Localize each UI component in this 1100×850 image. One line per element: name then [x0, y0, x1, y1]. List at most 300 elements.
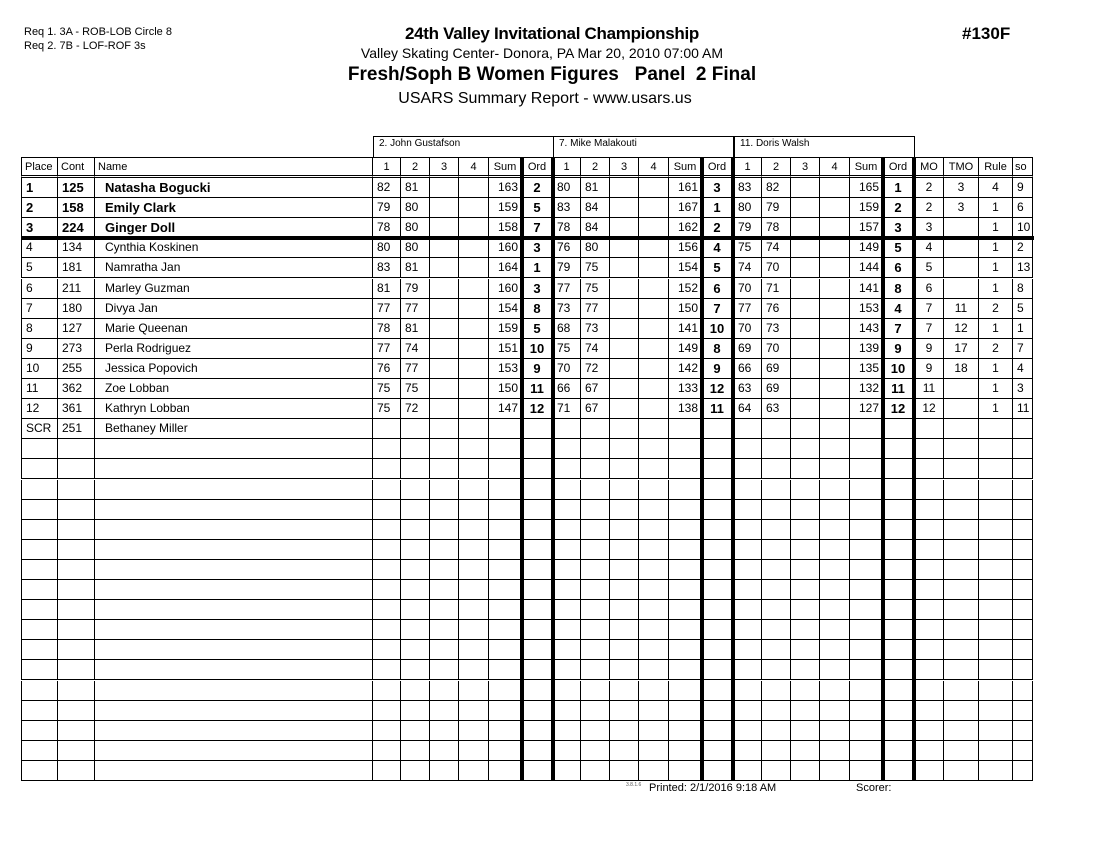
ordinal-cell: 10: [702, 319, 733, 339]
score-4-cell: [820, 439, 850, 459]
column-header-score-1: 1: [734, 157, 762, 178]
score-1-cell: [373, 459, 401, 479]
score-4-cell: [820, 299, 850, 319]
skater-name-cell: Namratha Jan: [95, 258, 373, 278]
score-3-cell: [610, 560, 639, 580]
score-2-cell: [762, 741, 791, 761]
sum-cell: [489, 721, 522, 741]
score-2-cell: 80: [401, 218, 430, 238]
ordinal-cell: 12: [702, 379, 733, 399]
sum-cell: [669, 419, 702, 439]
ordinal-cell: 5: [522, 198, 553, 218]
score-2-cell: [762, 500, 791, 520]
score-3-cell: [791, 339, 820, 359]
tmo-cell: 3: [944, 198, 979, 218]
rule-cell: [979, 741, 1013, 761]
mo-cell: 2: [915, 198, 944, 218]
mo-cell: 12: [915, 399, 944, 419]
score-2-cell: [762, 580, 791, 600]
score-3-cell: [791, 459, 820, 479]
place-cell: [21, 660, 58, 680]
tmo-cell: [944, 761, 979, 781]
score-2-cell: [581, 459, 610, 479]
score-1-cell: [734, 439, 762, 459]
skater-name-cell: Kathryn Lobban: [95, 399, 373, 419]
tmo-cell: [944, 620, 979, 640]
score-3-cell: [791, 439, 820, 459]
score-1-cell: [553, 560, 581, 580]
score-3-cell: [430, 218, 459, 238]
mo-cell: 9: [915, 339, 944, 359]
score-3-cell: [610, 238, 639, 258]
score-4-cell: [639, 560, 669, 580]
ordinal-cell: [702, 459, 733, 479]
score-1-cell: [553, 741, 581, 761]
sum-cell: [489, 620, 522, 640]
sum-cell: 144: [850, 258, 883, 278]
place-cell: 8: [21, 319, 58, 339]
cont-cell: 181: [58, 258, 95, 278]
score-1-cell: [553, 681, 581, 701]
score-4-cell: [639, 721, 669, 741]
score-4-cell: [639, 701, 669, 721]
score-2-cell: 79: [401, 279, 430, 299]
score-1-cell: 77: [373, 339, 401, 359]
score-1-cell: [373, 701, 401, 721]
skater-name-cell: [95, 439, 373, 459]
ordinal-cell: [702, 721, 733, 741]
place-cell: SCR: [21, 419, 58, 439]
score-4-cell: [459, 339, 489, 359]
sum-cell: [850, 640, 883, 660]
score-3-cell: [610, 339, 639, 359]
sum-cell: [489, 520, 522, 540]
ordinal-cell: [702, 419, 733, 439]
sum-cell: [489, 640, 522, 660]
score-1-cell: 79: [553, 258, 581, 278]
cont-cell: 251: [58, 419, 95, 439]
so-cell: [1013, 500, 1033, 520]
report-title-text: USARS Summary Report - www.usars.us: [398, 90, 692, 107]
score-3-cell: [610, 540, 639, 560]
score-1-cell: 80: [373, 238, 401, 258]
ordinal-cell: [522, 660, 553, 680]
place-cell: 4: [21, 238, 58, 258]
score-4-cell: [459, 620, 489, 640]
column-header-place: Place: [21, 157, 58, 178]
sum-cell: 141: [850, 279, 883, 299]
tmo-cell: [944, 580, 979, 600]
score-3-cell: [430, 580, 459, 600]
score-1-cell: [553, 640, 581, 660]
tmo-cell: [944, 238, 979, 258]
score-3-cell: [430, 258, 459, 278]
ordinal-cell: 1: [522, 258, 553, 278]
score-3-cell: [610, 379, 639, 399]
score-1-cell: [734, 459, 762, 479]
mo-cell: [915, 600, 944, 620]
sum-cell: 164: [489, 258, 522, 278]
rule-cell: 1: [979, 399, 1013, 419]
score-3-cell: [791, 379, 820, 399]
mo-cell: [915, 620, 944, 640]
score-1-cell: 68: [553, 319, 581, 339]
score-4-cell: [820, 660, 850, 680]
score-4-cell: [820, 218, 850, 238]
cont-cell: 362: [58, 379, 95, 399]
score-4-cell: [820, 500, 850, 520]
cont-cell: 211: [58, 279, 95, 299]
ordinal-cell: [522, 761, 553, 781]
mo-cell: [915, 681, 944, 701]
cont-cell: 255: [58, 359, 95, 379]
score-3-cell: [791, 399, 820, 419]
rule-cell: 1: [979, 319, 1013, 339]
score-4-cell: [459, 218, 489, 238]
score-4-cell: [639, 178, 669, 198]
tmo-cell: [944, 439, 979, 459]
score-3-cell: [791, 560, 820, 580]
place-cell: [21, 600, 58, 620]
ordinal-cell: [883, 419, 914, 439]
ordinal-cell: 3: [702, 178, 733, 198]
score-3-cell: [791, 721, 820, 741]
venue-line: [0, 45, 1100, 61]
score-1-cell: 78: [373, 218, 401, 238]
event-title: [0, 64, 1100, 86]
place-cell: [21, 701, 58, 721]
ordinal-cell: 1: [883, 178, 914, 198]
score-2-cell: [581, 540, 610, 560]
mo-cell: 4: [915, 238, 944, 258]
ordinal-cell: [883, 660, 914, 680]
sum-cell: [850, 701, 883, 721]
sum-cell: [489, 741, 522, 761]
score-4-cell: [820, 741, 850, 761]
cont-cell: [58, 480, 95, 500]
score-1-cell: [734, 540, 762, 560]
cont-cell: 158: [58, 198, 95, 218]
sum-cell: [669, 580, 702, 600]
score-1-cell: [553, 439, 581, 459]
score-3-cell: [791, 500, 820, 520]
sum-cell: [850, 459, 883, 479]
ordinal-cell: 8: [883, 279, 914, 299]
ordinal-cell: [883, 560, 914, 580]
score-2-cell: [762, 681, 791, 701]
score-2-cell: 75: [581, 279, 610, 299]
tmo-cell: [944, 520, 979, 540]
score-1-cell: [734, 701, 762, 721]
score-2-cell: [401, 520, 430, 540]
score-1-cell: [373, 580, 401, 600]
so-cell: [1013, 580, 1033, 600]
ordinal-cell: [883, 741, 914, 761]
ordinal-cell: 5: [702, 258, 733, 278]
place-cell: [21, 520, 58, 540]
ordinal-cell: [883, 459, 914, 479]
mo-cell: [915, 640, 944, 660]
sum-cell: [850, 540, 883, 560]
score-2-cell: 69: [762, 359, 791, 379]
score-3-cell: [430, 620, 459, 640]
score-2-cell: [581, 681, 610, 701]
score-4-cell: [459, 258, 489, 278]
score-3-cell: [430, 238, 459, 258]
score-4-cell: [639, 399, 669, 419]
sum-cell: [850, 439, 883, 459]
score-2-cell: [401, 741, 430, 761]
score-4-cell: [820, 580, 850, 600]
thick-divider: [731, 158, 735, 781]
cont-cell: [58, 741, 95, 761]
score-3-cell: [610, 399, 639, 419]
mo-cell: 7: [915, 319, 944, 339]
skater-name-cell: Marley Guzman: [95, 279, 373, 299]
score-2-cell: 81: [401, 319, 430, 339]
ordinal-cell: [702, 620, 733, 640]
column-header-ordinal: Ord: [522, 157, 553, 178]
sum-cell: [489, 480, 522, 500]
score-1-cell: 75: [553, 339, 581, 359]
sum-cell: [850, 761, 883, 781]
sum-cell: [850, 620, 883, 640]
score-4-cell: [820, 379, 850, 399]
sum-cell: 162: [669, 218, 702, 238]
skater-name-cell: Ginger Doll: [95, 218, 373, 238]
score-4-cell: [459, 500, 489, 520]
score-1-cell: [373, 721, 401, 741]
score-2-cell: [762, 640, 791, 660]
score-1-cell: [373, 419, 401, 439]
mo-cell: [915, 560, 944, 580]
cont-cell: 127: [58, 319, 95, 339]
sum-cell: [669, 640, 702, 660]
report-title: [0, 90, 1100, 108]
score-2-cell: [762, 520, 791, 540]
score-2-cell: [401, 439, 430, 459]
score-1-cell: [373, 681, 401, 701]
so-cell: [1013, 761, 1033, 781]
so-cell: 2: [1013, 238, 1033, 258]
score-3-cell: [791, 681, 820, 701]
skater-name-cell: [95, 459, 373, 479]
score-2-cell: 74: [401, 339, 430, 359]
score-1-cell: [373, 640, 401, 660]
score-4-cell: [459, 178, 489, 198]
sum-cell: 153: [850, 299, 883, 319]
score-2-cell: [401, 480, 430, 500]
column-header-score-3: 3: [610, 157, 639, 178]
score-4-cell: [639, 279, 669, 299]
sum-cell: [489, 439, 522, 459]
rule-cell: 4: [979, 178, 1013, 198]
score-4-cell: [820, 480, 850, 500]
ordinal-cell: [883, 681, 914, 701]
scorer-label: Scorer:: [856, 782, 892, 794]
score-4-cell: [639, 580, 669, 600]
score-4-cell: [459, 198, 489, 218]
competition-title-text: 24th Valley Invitational Championship: [404, 24, 700, 43]
score-3-cell: [791, 620, 820, 640]
score-2-cell: [762, 459, 791, 479]
skater-name-cell: [95, 580, 373, 600]
score-3-cell: [610, 459, 639, 479]
mo-cell: [915, 580, 944, 600]
score-2-cell: [401, 660, 430, 680]
skater-name-cell: Natasha Bogucki: [95, 178, 373, 198]
score-4-cell: [459, 580, 489, 600]
rule-cell: [979, 520, 1013, 540]
score-4-cell: [459, 540, 489, 560]
ordinal-cell: 2: [522, 178, 553, 198]
score-4-cell: [639, 258, 669, 278]
score-2-cell: 70: [762, 339, 791, 359]
score-4-cell: [639, 379, 669, 399]
sum-cell: 160: [489, 279, 522, 299]
ordinal-cell: [702, 600, 733, 620]
mo-cell: [915, 701, 944, 721]
ordinal-cell: [522, 721, 553, 741]
mo-cell: [915, 520, 944, 540]
place-cell: 1: [21, 178, 58, 198]
place-cell: 9: [21, 339, 58, 359]
ordinal-cell: 11: [522, 379, 553, 399]
sum-cell: 150: [489, 379, 522, 399]
score-1-cell: 82: [373, 178, 401, 198]
score-1-cell: 73: [553, 299, 581, 319]
ordinal-cell: [522, 480, 553, 500]
score-2-cell: [401, 640, 430, 660]
requirement-2: Req 2. 7B - LOF-ROF 3s: [24, 40, 146, 52]
ordinal-cell: [702, 439, 733, 459]
score-2-cell: [581, 560, 610, 580]
score-3-cell: [430, 520, 459, 540]
score-1-cell: [553, 660, 581, 680]
ordinal-cell: [702, 741, 733, 761]
rule-cell: 1: [979, 198, 1013, 218]
rule-cell: 1: [979, 279, 1013, 299]
score-1-cell: 78: [373, 319, 401, 339]
sum-cell: [489, 681, 522, 701]
score-4-cell: [459, 681, 489, 701]
tmo-cell: [944, 721, 979, 741]
tmo-cell: 3: [944, 178, 979, 198]
score-2-cell: [581, 600, 610, 620]
score-2-cell: [762, 439, 791, 459]
score-2-cell: 79: [762, 198, 791, 218]
ordinal-cell: 2: [702, 218, 733, 238]
mo-cell: [915, 419, 944, 439]
sum-cell: [489, 500, 522, 520]
score-2-cell: [581, 419, 610, 439]
score-2-cell: 74: [762, 238, 791, 258]
ordinal-cell: 10: [883, 359, 914, 379]
place-cell: [21, 761, 58, 781]
score-1-cell: [553, 761, 581, 781]
score-3-cell: [610, 258, 639, 278]
ordinal-cell: [883, 520, 914, 540]
so-cell: [1013, 640, 1033, 660]
score-1-cell: [734, 560, 762, 580]
sum-cell: [669, 520, 702, 540]
score-1-cell: 70: [734, 279, 762, 299]
so-cell: [1013, 660, 1033, 680]
score-2-cell: [762, 480, 791, 500]
cont-cell: [58, 580, 95, 600]
score-4-cell: [820, 319, 850, 339]
skater-name-cell: [95, 600, 373, 620]
ordinal-cell: [522, 500, 553, 520]
sum-cell: 135: [850, 359, 883, 379]
ordinal-cell: [522, 600, 553, 620]
ordinal-cell: 5: [522, 319, 553, 339]
sum-cell: [489, 761, 522, 781]
cont-cell: [58, 761, 95, 781]
cont-cell: 273: [58, 339, 95, 359]
tmo-cell: 12: [944, 319, 979, 339]
tmo-cell: [944, 640, 979, 660]
cont-cell: 361: [58, 399, 95, 419]
sum-cell: [489, 660, 522, 680]
place-cell: [21, 721, 58, 741]
sum-cell: [669, 681, 702, 701]
rule-cell: [979, 660, 1013, 680]
sum-cell: 167: [669, 198, 702, 218]
skater-name-cell: [95, 480, 373, 500]
score-2-cell: 73: [581, 319, 610, 339]
score-4-cell: [820, 681, 850, 701]
so-cell: [1013, 721, 1033, 741]
ordinal-cell: [883, 721, 914, 741]
ordinal-cell: [702, 701, 733, 721]
score-4-cell: [820, 399, 850, 419]
score-3-cell: [791, 178, 820, 198]
score-1-cell: [734, 721, 762, 741]
score-4-cell: [459, 701, 489, 721]
mo-cell: [915, 741, 944, 761]
tmo-cell: 11: [944, 299, 979, 319]
score-4-cell: [639, 660, 669, 680]
score-3-cell: [430, 279, 459, 299]
sum-cell: 143: [850, 319, 883, 339]
score-3-cell: [610, 620, 639, 640]
column-header-ordinal: Ord: [702, 157, 733, 178]
skater-name-cell: [95, 761, 373, 781]
sum-cell: 160: [489, 238, 522, 258]
score-4-cell: [820, 339, 850, 359]
so-cell: 9: [1013, 178, 1033, 198]
score-2-cell: 84: [581, 198, 610, 218]
tmo-cell: [944, 540, 979, 560]
sum-cell: [850, 520, 883, 540]
score-4-cell: [459, 660, 489, 680]
sum-cell: 158: [489, 218, 522, 238]
tmo-cell: [944, 218, 979, 238]
score-3-cell: [610, 600, 639, 620]
rule-cell: [979, 761, 1013, 781]
sum-cell: 159: [489, 198, 522, 218]
tmo-cell: [944, 560, 979, 580]
sum-cell: [489, 701, 522, 721]
score-4-cell: [459, 640, 489, 660]
place-cell: 2: [21, 198, 58, 218]
rule-cell: [979, 480, 1013, 500]
so-cell: 5: [1013, 299, 1033, 319]
score-3-cell: [430, 419, 459, 439]
score-4-cell: [639, 238, 669, 258]
score-1-cell: 64: [734, 399, 762, 419]
